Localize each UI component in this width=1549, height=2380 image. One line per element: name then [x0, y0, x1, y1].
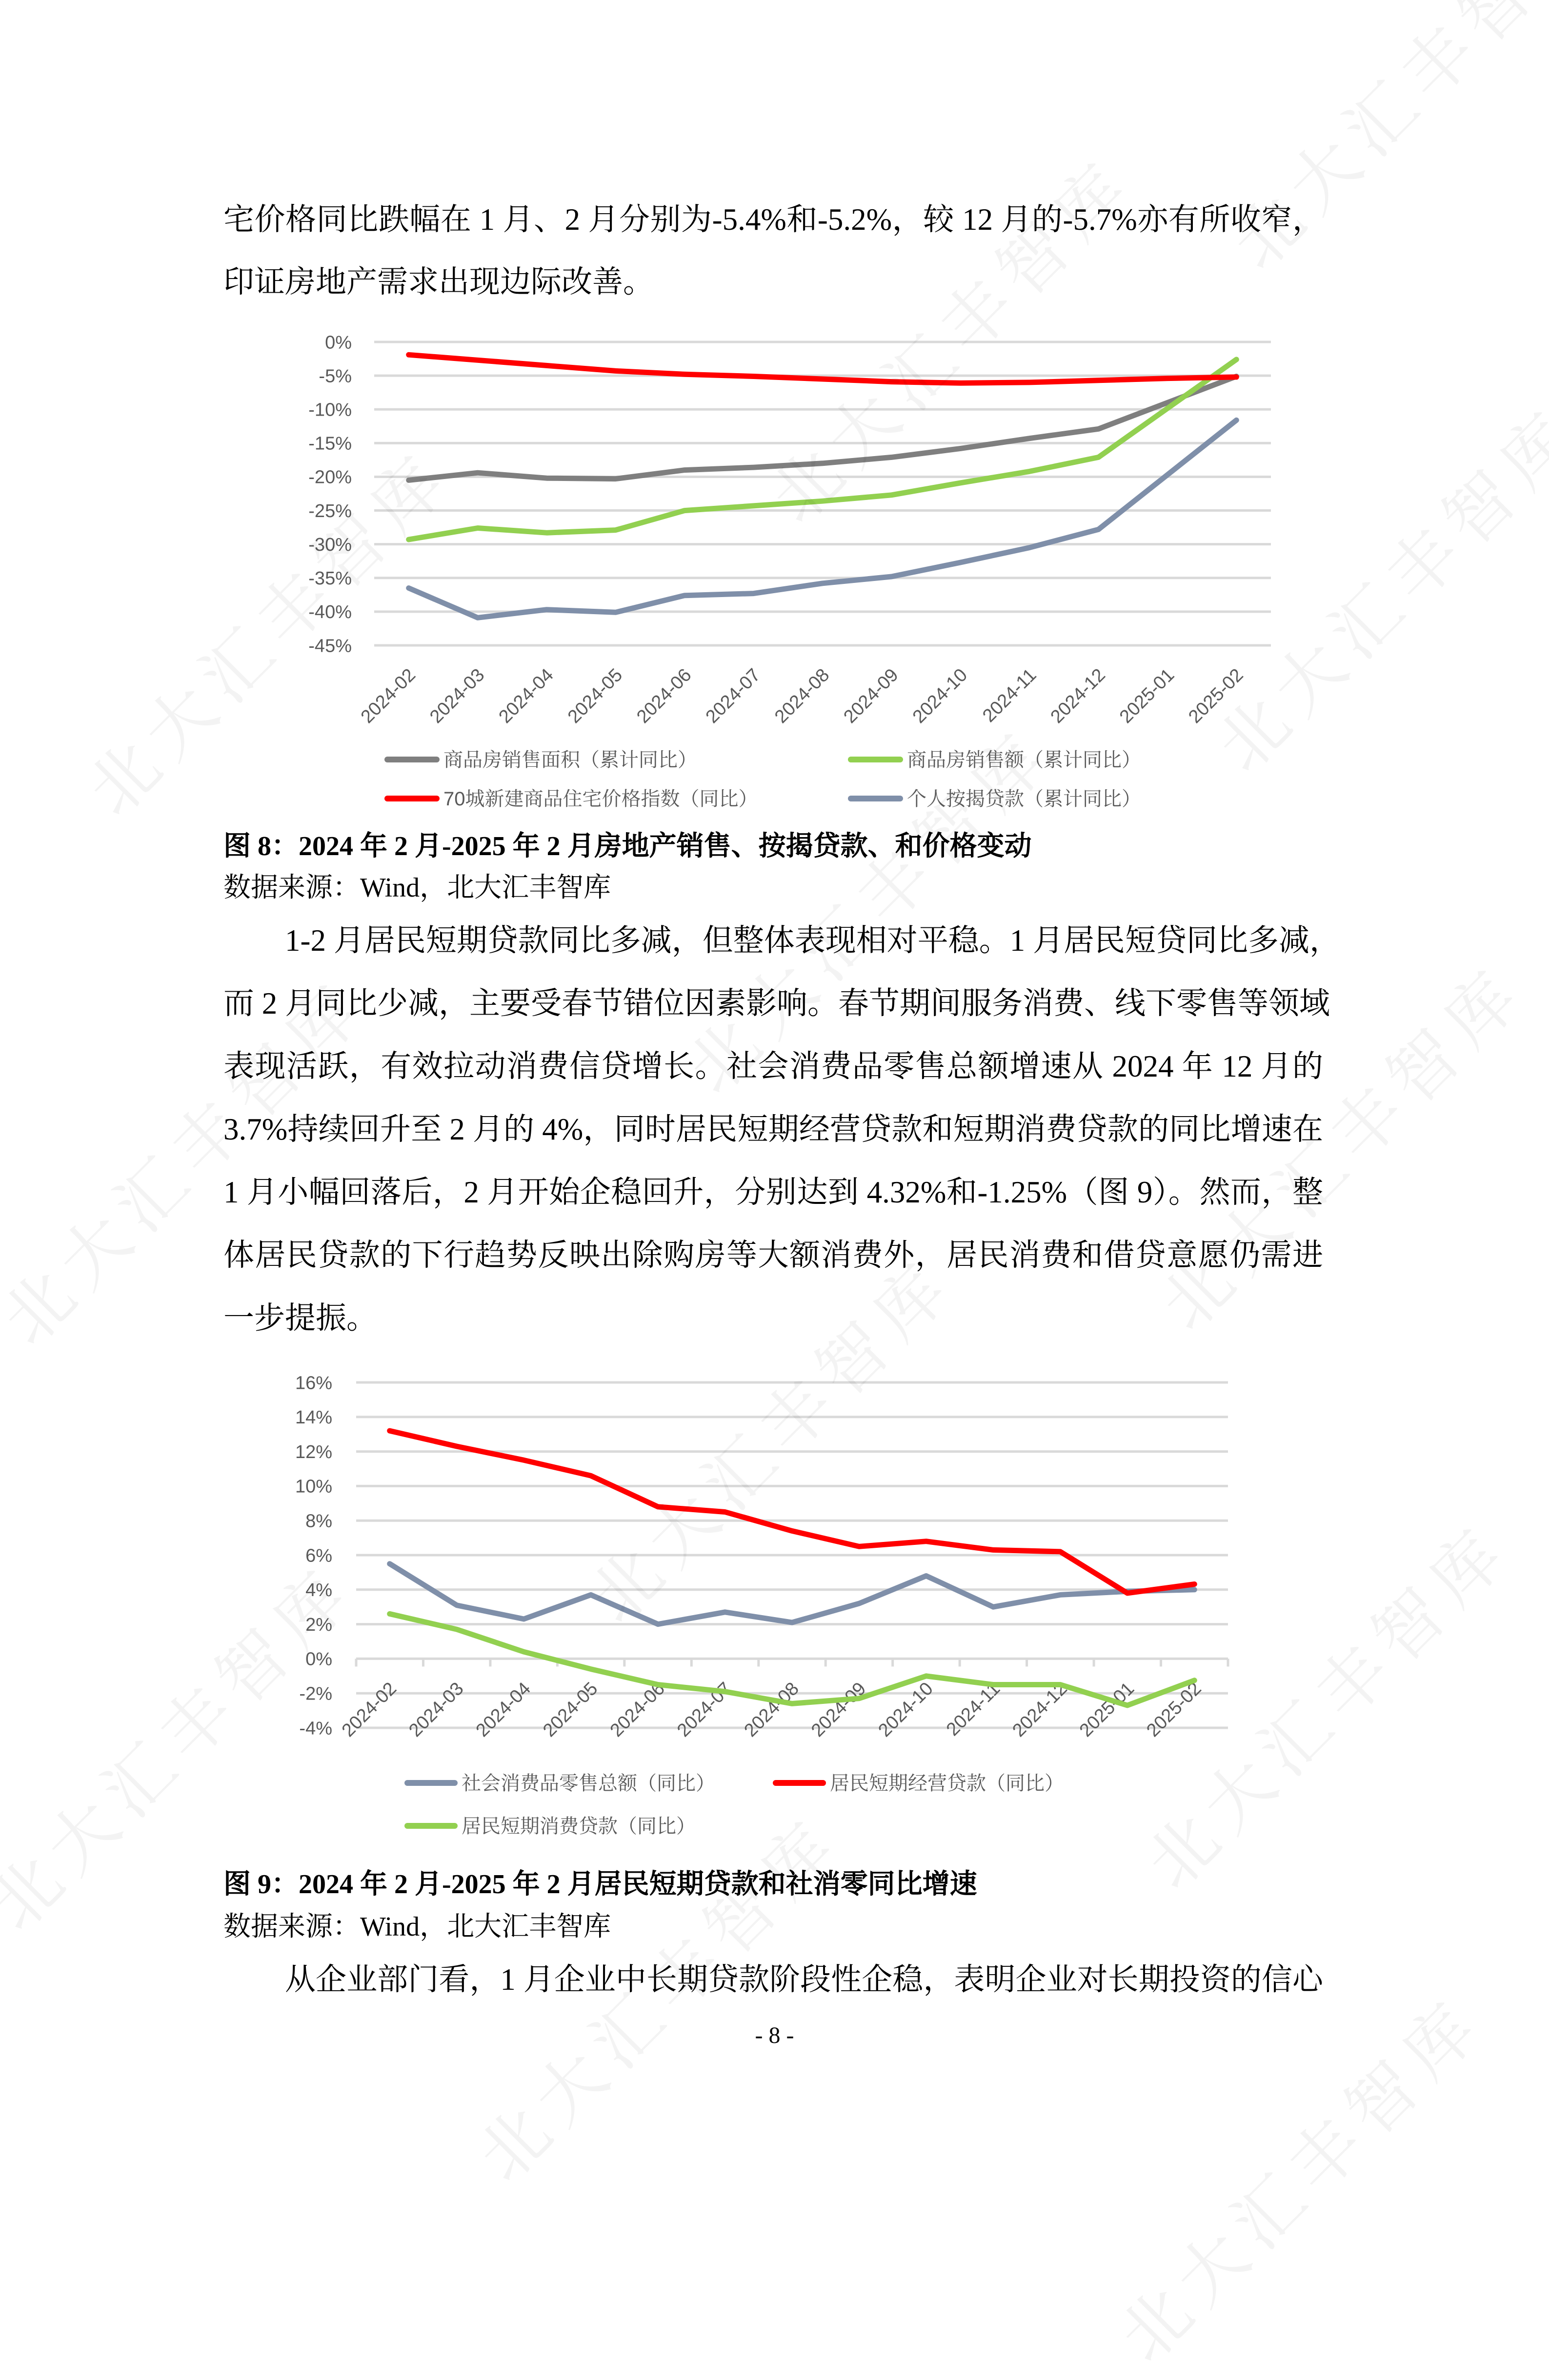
y-tick-label: 4%	[305, 1580, 332, 1601]
legend-item	[407, 1816, 696, 1837]
body-text-line: 1 月小幅回落后，2 月开始企稳回升，分别达到 4.32%和-1.25%（图 9）。然而，整	[223, 1175, 1323, 1209]
x-tick-label: 2025-01	[1115, 664, 1179, 727]
legend-label: 居民短期经营贷款（同比）	[830, 1773, 1064, 1794]
body-text-line: 体居民贷款的下行趋势反映出除购房等大额消费外，居民消费和借贷意愿仍需进	[223, 1238, 1323, 1272]
series-line-1	[390, 1564, 1195, 1624]
y-tick-label: 16%	[295, 1373, 332, 1394]
series-line-1	[409, 377, 1237, 480]
body-text-line: 而 2 月同比少减，主要受春节错位因素影响。春节期间服务消费、线下零售等领域	[223, 986, 1330, 1020]
chart-figure8-real-estate	[273, 312, 1298, 829]
legend-label: 居民短期消费贷款（同比）	[462, 1816, 696, 1837]
legend-item	[851, 749, 1141, 771]
x-tick-label: 2024-09	[807, 1678, 870, 1741]
y-tick-label: -30%	[308, 534, 352, 555]
x-tick-label: 2024-06	[606, 1678, 669, 1741]
y-tick-label: -15%	[308, 433, 352, 454]
y-tick-label: -2%	[299, 1683, 332, 1704]
chart-figure9-household-loans	[273, 1356, 1249, 1849]
series-line-2	[409, 360, 1237, 540]
body-text-line: 印证房地产需求出现边际改善。	[223, 265, 654, 299]
body-text-line: 一步提振。	[223, 1301, 377, 1335]
x-tick-label: 2025-02	[1185, 664, 1247, 727]
y-tick-label: 10%	[295, 1476, 332, 1497]
y-tick-label: -20%	[308, 467, 352, 488]
legend-item	[387, 749, 697, 771]
y-tick-label: 6%	[305, 1545, 332, 1566]
legend-label: 社会消费品零售总额（同比）	[462, 1773, 715, 1794]
x-tick-label: 2024-10	[874, 1678, 937, 1741]
body-text-line: 从企业部门看，1 月企业中长期贷款阶段性企稳，表明企业对长期投资的信心	[285, 1962, 1323, 1997]
x-tick-label: 2024-05	[563, 664, 627, 727]
series-line-3	[409, 355, 1237, 383]
x-tick-label: 2024-03	[426, 664, 489, 727]
figure-caption: 图 8：2024 年 2 月-2025 年 2 月房地产销售、按揭贷款、和价格变动	[223, 831, 1032, 861]
body-text-line: 1-2 月居民短期贷款同比多减，但整体表现相对平稳。1 月居民短贷同比多减，	[285, 923, 1340, 958]
y-tick-label: 12%	[295, 1441, 332, 1462]
x-tick-label: 2024-12	[1008, 1678, 1071, 1741]
y-tick-label: -4%	[299, 1718, 332, 1739]
figure-caption: 图 9：2024 年 2 月-2025 年 2 月居民短期贷款和社消零同比增速	[223, 1869, 977, 1900]
x-tick-label: 2024-08	[771, 664, 834, 727]
y-tick-label: -25%	[308, 500, 352, 521]
x-tick-label: 2024-11	[942, 1678, 1005, 1740]
gridlines	[374, 342, 1271, 645]
body-text-line: 宅价格同比跌幅在 1 月、2 月分别为-5.4%和-5.2%，较 12 月的-5.7%亦有所收窄，	[223, 202, 1323, 237]
x-tick-label: 2024-05	[539, 1678, 602, 1741]
x-tick-label: 2024-12	[1046, 664, 1109, 727]
y-tick-label: -10%	[308, 400, 352, 420]
legend-label: 商品房销售面积（累计同比）	[443, 749, 697, 771]
x-tick-label: 2025-01	[1075, 1678, 1139, 1741]
x-tick-label: 2024-11	[979, 664, 1041, 726]
y-tick-label: 2%	[305, 1614, 332, 1635]
legend-label: 70城新建商品住宅价格指数（同比）	[443, 788, 758, 810]
figure-source: 数据来源：Wind，北大汇丰智库	[223, 873, 611, 903]
figure-source: 数据来源：Wind，北大汇丰智库	[223, 1912, 611, 1942]
series-line-2	[390, 1431, 1195, 1593]
y-tick-label: 0%	[305, 1649, 332, 1670]
y-tick-label: -40%	[308, 602, 352, 623]
x-tick-label: 2024-02	[338, 1678, 401, 1741]
x-tick-label: 2024-08	[740, 1678, 803, 1741]
y-tick-label: -35%	[308, 568, 352, 589]
watermark-text	[1206, 0, 1549, 287]
x-tick-label: 2024-04	[472, 1678, 535, 1741]
y-tick-label: 8%	[305, 1511, 332, 1532]
x-tick-label: 2024-04	[495, 664, 558, 727]
x-tick-label: 2024-09	[840, 664, 903, 727]
x-tick-label: 2024-03	[405, 1678, 468, 1741]
legend-item	[776, 1773, 1064, 1794]
x-tick-label: 2024-02	[357, 664, 420, 727]
legend-item	[407, 1773, 715, 1794]
x-tick-label: 2024-07	[702, 664, 764, 727]
gridlines	[356, 1382, 1228, 1728]
legend-label: 个人按揭贷款（累计同比）	[907, 788, 1141, 810]
legend-label: 商品房销售额（累计同比）	[907, 749, 1141, 771]
y-tick-label: -5%	[319, 366, 352, 387]
x-tick-label: 2025-02	[1143, 1678, 1206, 1741]
x-tick-label: 2024-06	[633, 664, 696, 727]
legend-item	[851, 788, 1141, 810]
x-tick-label: 2024-07	[673, 1678, 736, 1741]
page-number: - 8 -	[755, 2022, 794, 2048]
x-tick-label: 2024-10	[908, 664, 972, 727]
y-tick-label: -45%	[308, 636, 352, 657]
y-tick-label: 14%	[295, 1407, 332, 1428]
legend-item	[387, 788, 758, 810]
body-text-line: 3.7%持续回升至 2 月的 4%，同时居民短期经营贷款和短期消费贷款的同比增速在	[223, 1112, 1323, 1146]
y-tick-label: 0%	[325, 332, 352, 353]
body-text-line: 表现活跃，有效拉动消费信贷增长。社会消费品零售总额增速从 2024 年 12 月的	[223, 1049, 1323, 1083]
